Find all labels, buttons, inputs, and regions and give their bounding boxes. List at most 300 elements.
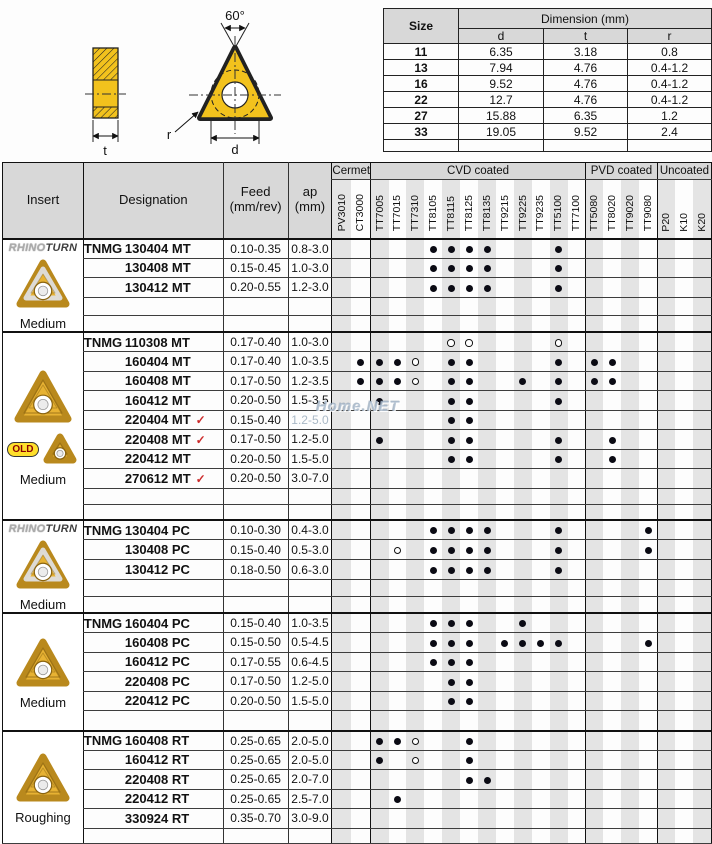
empty-cell	[223, 297, 288, 315]
grade-cell	[389, 672, 407, 692]
grade-dot-filled	[448, 378, 455, 385]
grade-cell	[639, 504, 657, 520]
grade-cell	[371, 258, 389, 278]
grade-dot-filled	[466, 777, 473, 784]
table-row	[3, 809, 712, 829]
grade-cell	[351, 239, 370, 259]
grade-cell	[675, 750, 693, 770]
grade-cell	[657, 258, 675, 278]
grade-dot-filled	[519, 620, 526, 627]
grade-cell	[675, 770, 693, 790]
grade-cell	[406, 711, 424, 731]
grade-cell	[332, 430, 351, 450]
grade-cell	[389, 430, 407, 450]
grade-group-title: CVD coated	[371, 163, 586, 180]
grade-cell	[478, 410, 496, 430]
top-view	[167, 8, 281, 157]
grade-cell	[675, 469, 693, 489]
grade-dot-filled	[484, 265, 491, 272]
grade-cell	[371, 315, 389, 332]
grade-cell	[639, 597, 657, 613]
grade-cell	[406, 430, 424, 450]
grade-cell	[693, 371, 711, 391]
grade-cell	[460, 633, 478, 653]
table-row	[3, 391, 712, 411]
grade-column-header	[603, 180, 621, 239]
grade-dot-filled	[466, 265, 473, 272]
grade-cell	[442, 391, 460, 411]
grade-cell	[478, 672, 496, 692]
grade-dot-filled	[394, 738, 401, 745]
grade-cell	[621, 504, 639, 520]
grade-cell	[586, 449, 604, 469]
grade-dot-filled	[466, 738, 473, 745]
grade-cell	[532, 504, 550, 520]
grade-cell	[424, 297, 442, 315]
designation-cell	[83, 371, 223, 391]
dim-size-value: 16	[384, 76, 459, 92]
grade-cell	[657, 731, 675, 751]
grade-cell	[586, 352, 604, 372]
grade-cell	[389, 371, 407, 391]
grade-cell	[332, 520, 351, 540]
dim-col-header: t	[544, 29, 628, 44]
grade-cell	[693, 711, 711, 731]
grade-cell	[550, 750, 568, 770]
grade-cell	[351, 652, 370, 672]
designation-name: 110308 MT	[124, 334, 190, 350]
grade-cell	[332, 449, 351, 469]
grade-dot-filled	[484, 567, 491, 574]
empty-cell	[288, 315, 332, 332]
designation-name: 220408 MT	[124, 431, 191, 447]
grade-column-label: TT8020	[606, 195, 619, 232]
grade-cell	[406, 520, 424, 540]
grade-cell	[496, 540, 514, 560]
insert-type-label: Medium	[19, 315, 67, 331]
feed-cell: 0.20-0.50	[223, 449, 288, 469]
designation-name: 160404 PC	[124, 615, 190, 631]
grade-cell	[332, 315, 351, 332]
dim-col-header: d	[459, 29, 544, 44]
grade-cell	[424, 652, 442, 672]
grade-cell	[406, 633, 424, 653]
designation-cell	[83, 391, 223, 411]
table-row	[3, 672, 712, 692]
dimension-row	[384, 108, 712, 124]
empty-cell	[288, 504, 332, 520]
grade-column-header	[371, 180, 389, 239]
grade-dot-filled	[376, 757, 383, 764]
grade-dot-filled	[519, 640, 526, 647]
grade-cell	[496, 332, 514, 352]
grade-cell	[693, 731, 711, 751]
grade-cell	[639, 520, 657, 540]
empty-cell	[223, 504, 288, 520]
grade-dot-filled	[394, 796, 401, 803]
grade-cell	[389, 352, 407, 372]
grade-cell	[351, 579, 370, 596]
grade-dot-filled	[555, 265, 562, 272]
grade-cell	[389, 520, 407, 540]
grade-column-label: K10	[678, 212, 691, 232]
grade-dot-hollow	[412, 757, 420, 765]
grade-cell	[550, 652, 568, 672]
angle-dim-label: 60°	[225, 8, 245, 23]
grade-dot-filled	[609, 359, 616, 366]
grade-cell	[332, 828, 351, 843]
ap-cell: 0.5-4.5	[288, 633, 332, 653]
grade-cell	[657, 828, 675, 843]
ap-cell: 0.6-4.5	[288, 652, 332, 672]
insert-photo	[14, 751, 72, 807]
grade-cell	[478, 315, 496, 332]
empty-cell	[83, 297, 223, 315]
grade-cell	[478, 540, 496, 560]
grade-cell	[657, 488, 675, 504]
insert-grade-table	[2, 162, 712, 844]
grade-dot-filled	[430, 640, 437, 647]
grade-cell	[639, 809, 657, 829]
grade-cell	[532, 789, 550, 809]
grade-cell	[406, 560, 424, 580]
grade-cell	[389, 711, 407, 731]
grade-cell	[496, 315, 514, 332]
insert-box	[3, 521, 83, 612]
grade-cell	[532, 579, 550, 596]
grade-cell	[621, 789, 639, 809]
table-row	[3, 652, 712, 672]
empty-cell	[223, 579, 288, 596]
grade-cell	[621, 540, 639, 560]
table-row	[3, 540, 712, 560]
grade-cell	[371, 597, 389, 613]
dim-value: 12.7	[459, 92, 544, 108]
grade-cell	[586, 540, 604, 560]
grade-cell	[550, 430, 568, 450]
grade-cell	[478, 633, 496, 653]
grade-cell	[568, 652, 586, 672]
designation-cell	[83, 469, 223, 489]
brand-logo	[9, 523, 78, 535]
grade-cell	[693, 691, 711, 711]
dimension-row	[384, 76, 712, 92]
grade-column-header	[496, 180, 514, 239]
insert-image	[14, 636, 72, 689]
grade-cell	[568, 597, 586, 613]
grade-cell	[406, 750, 424, 770]
empty-cell	[288, 488, 332, 504]
grade-cell	[442, 731, 460, 751]
grade-cell	[586, 504, 604, 520]
grade-cell	[675, 488, 693, 504]
grade-cell	[603, 828, 621, 843]
table-row	[3, 770, 712, 790]
grade-cell	[496, 297, 514, 315]
grade-cell	[568, 297, 586, 315]
designation-name: 130404 PC	[124, 522, 190, 538]
grade-cell	[351, 488, 370, 504]
grade-cell	[442, 504, 460, 520]
grade-cell	[675, 371, 693, 391]
grade-cell	[532, 332, 550, 352]
grade-cell	[657, 789, 675, 809]
feed-cell: 0.15-0.40	[223, 613, 288, 633]
grade-cell	[460, 469, 478, 489]
grade-cell	[568, 258, 586, 278]
grade-cell	[389, 560, 407, 580]
grade-cell	[514, 371, 532, 391]
grade-cell	[442, 520, 460, 540]
insert-cell	[3, 731, 84, 844]
grade-cell	[406, 469, 424, 489]
grade-cell	[332, 613, 351, 633]
designation-cell	[83, 789, 223, 809]
grade-cell	[332, 504, 351, 520]
grade-cell	[568, 672, 586, 692]
grade-cell	[478, 652, 496, 672]
grade-cell	[442, 449, 460, 469]
grade-cell	[478, 731, 496, 751]
grade-cell	[478, 520, 496, 540]
grade-cell	[389, 239, 407, 259]
grade-cell	[424, 352, 442, 372]
grade-cell	[478, 352, 496, 372]
grade-cell	[478, 770, 496, 790]
grade-cell	[586, 520, 604, 540]
grade-cell	[442, 579, 460, 596]
grade-cell	[603, 449, 621, 469]
grade-cell	[675, 258, 693, 278]
ap-cell: 1.0-3.0	[288, 332, 332, 352]
dim-value: 15.88	[459, 108, 544, 124]
grade-dot-filled	[430, 527, 437, 534]
grade-cell	[675, 315, 693, 332]
grade-cell	[424, 731, 442, 751]
grade-cell	[603, 239, 621, 259]
grade-cell	[351, 469, 370, 489]
insert-image	[12, 368, 74, 425]
grade-cell	[568, 449, 586, 469]
grade-cell	[603, 352, 621, 372]
grade-cell	[621, 731, 639, 751]
grade-cell	[550, 540, 568, 560]
grade-cell	[532, 352, 550, 372]
designation-name: 160412 RT	[124, 752, 190, 768]
insert-cell	[3, 239, 84, 333]
grade-cell	[332, 770, 351, 790]
grade-cell	[568, 315, 586, 332]
grade-cell	[586, 691, 604, 711]
grade-dot-hollow	[465, 339, 473, 347]
grade-cell	[496, 560, 514, 580]
grade-cell	[657, 560, 675, 580]
designation-cell	[83, 672, 223, 692]
designation-name: 130408 PC	[124, 542, 190, 558]
grade-dot-filled	[394, 378, 401, 385]
empty-cell	[223, 711, 288, 731]
grade-cell	[514, 332, 532, 352]
grade-cell	[675, 332, 693, 352]
grade-cell	[675, 789, 693, 809]
grade-dot-filled	[466, 456, 473, 463]
table-row	[3, 352, 712, 372]
grade-dot-filled	[357, 359, 364, 366]
grade-cell	[657, 652, 675, 672]
grade-cell	[406, 488, 424, 504]
grade-cell	[550, 711, 568, 731]
grade-cell	[693, 540, 711, 560]
grade-cell	[568, 750, 586, 770]
dim-value: 3.18	[544, 44, 628, 60]
designation-name: 270612 MT	[124, 470, 191, 486]
grade-cell	[657, 770, 675, 790]
grade-column-label: TT8115	[444, 196, 457, 232]
grade-cell	[532, 239, 550, 259]
grade-cell	[460, 430, 478, 450]
ap-cell: 3.0-7.0	[288, 469, 332, 489]
side-view	[85, 48, 126, 158]
designation-name: 130412 MT	[124, 279, 191, 295]
dim-value: 7.94	[459, 60, 544, 76]
grade-cell	[351, 258, 370, 278]
grade-cell	[389, 488, 407, 504]
grade-cell	[460, 488, 478, 504]
grade-cell	[496, 239, 514, 259]
grade-cell	[693, 430, 711, 450]
grade-cell	[442, 258, 460, 278]
grade-cell	[639, 332, 657, 352]
grade-cell	[550, 258, 568, 278]
grade-dot-filled	[448, 437, 455, 444]
empty-cell	[223, 488, 288, 504]
grade-cell	[460, 540, 478, 560]
grade-cell	[657, 391, 675, 411]
grade-cell	[371, 613, 389, 633]
grade-cell	[621, 297, 639, 315]
grade-dot-filled	[466, 757, 473, 764]
grade-cell	[586, 579, 604, 596]
grade-dot-filled	[555, 547, 562, 554]
grade-cell	[389, 540, 407, 560]
grade-cell	[351, 278, 370, 298]
grade-cell	[424, 597, 442, 613]
grade-cell	[351, 633, 370, 653]
grade-cell	[424, 770, 442, 790]
grade-cell	[621, 332, 639, 352]
grade-cell	[568, 332, 586, 352]
grade-cell	[532, 391, 550, 411]
grade-cell	[442, 560, 460, 580]
empty-cell	[83, 488, 223, 504]
grade-cell	[675, 579, 693, 596]
dimension-row	[384, 124, 712, 140]
grade-cell	[332, 731, 351, 751]
designation-cell	[83, 560, 223, 580]
grade-cell	[424, 613, 442, 633]
insert-cell	[3, 332, 84, 520]
grade-cell	[693, 239, 711, 259]
grade-group-title: Cermet	[332, 163, 371, 180]
grade-column-header	[657, 180, 675, 239]
designation-name: 130408 MT	[124, 260, 191, 276]
grade-cell	[621, 469, 639, 489]
grade-cell	[389, 691, 407, 711]
designation-name: 330924 RT	[124, 810, 190, 826]
grade-cell	[406, 672, 424, 692]
grade-cell	[550, 828, 568, 843]
grade-cell	[639, 488, 657, 504]
grade-dot-filled	[430, 620, 437, 627]
grade-cell	[621, 809, 639, 829]
grade-cell	[371, 633, 389, 653]
grade-cell	[406, 770, 424, 790]
grade-cell	[586, 613, 604, 633]
grade-cell	[514, 652, 532, 672]
grade-cell	[478, 809, 496, 829]
grade-cell	[568, 809, 586, 829]
grade-cell	[603, 410, 621, 430]
grade-cell	[621, 488, 639, 504]
grade-cell	[514, 239, 532, 259]
designation-name: 160408 RT	[124, 733, 190, 748]
grade-cell	[496, 597, 514, 613]
grade-cell	[675, 613, 693, 633]
filler-row	[3, 597, 712, 613]
grade-cell	[442, 315, 460, 332]
feed-cell: 0.25-0.65	[223, 789, 288, 809]
grade-cell	[586, 809, 604, 829]
insert-group	[3, 239, 712, 333]
grade-cell	[460, 410, 478, 430]
grade-cell	[532, 540, 550, 560]
grade-cell	[496, 809, 514, 829]
grade-column-label: TT8125	[462, 195, 475, 232]
grade-cell	[442, 633, 460, 653]
header-ap-line2: (mm)	[294, 199, 326, 215]
grade-cell	[460, 672, 478, 692]
grade-dot-filled	[357, 378, 364, 385]
grade-column-label: TT8135	[480, 195, 493, 232]
grade-cell	[442, 332, 460, 352]
grade-cell	[550, 691, 568, 711]
grade-cell	[478, 332, 496, 352]
grade-cell	[351, 711, 370, 731]
grade-cell	[657, 750, 675, 770]
grade-cell	[621, 449, 639, 469]
grade-cell	[568, 633, 586, 653]
grade-cell	[639, 239, 657, 259]
grade-cell	[371, 789, 389, 809]
grade-cell	[371, 731, 389, 751]
grade-cell	[351, 449, 370, 469]
grade-dot-filled	[645, 640, 652, 647]
grade-cell	[639, 711, 657, 731]
grade-cell	[603, 770, 621, 790]
grade-cell	[332, 278, 351, 298]
grade-cell	[460, 278, 478, 298]
grade-cell	[460, 750, 478, 770]
grade-cell	[424, 258, 442, 278]
dim-size-value: 33	[384, 124, 459, 140]
designation-name: 220404 MT	[124, 412, 191, 428]
grade-dot-filled	[591, 378, 598, 385]
grade-cell	[586, 750, 604, 770]
grade-cell	[406, 315, 424, 332]
grade-cell	[478, 597, 496, 613]
grade-cell	[675, 504, 693, 520]
grade-cell	[675, 672, 693, 692]
